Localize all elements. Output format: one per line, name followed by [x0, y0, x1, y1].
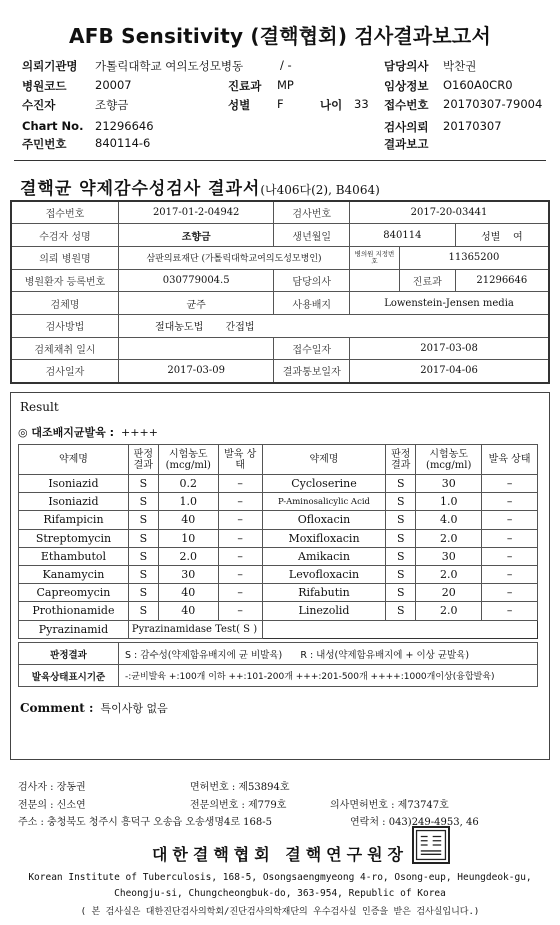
- culture-growth: [18, 424, 158, 440]
- doctor-value: 박찬권: [443, 59, 477, 73]
- table-row: [19, 665, 538, 687]
- table-row: [19, 529, 538, 547]
- r-definition: R : 내성(약제함유배지에 + 이상 균발육): [300, 649, 470, 661]
- report-title-text: 결핵균 약제감수성검사 결과서: [20, 179, 261, 199]
- drug-name: Cycloserine: [262, 475, 386, 493]
- pza-name: Pyrazinamid: [19, 620, 129, 638]
- table-cell: S: [386, 529, 416, 547]
- req-label: 검사의뢰: [384, 120, 429, 134]
- table-cell: 결과통보일자: [274, 360, 350, 383]
- table-cell: 11365200: [399, 246, 549, 269]
- table-cell: S: [128, 493, 158, 511]
- pza-value: Pyrazinamidase Test( S ): [128, 620, 262, 638]
- table-cell: –: [482, 475, 538, 493]
- table-cell: –: [482, 565, 538, 583]
- table-cell: –: [218, 475, 262, 493]
- address: 주소 : 충청북도 청주시 흥덕구 오송읍 오송생명4로 168-5: [18, 817, 273, 828]
- culture-value: ++++: [121, 426, 158, 439]
- hosp-code-value: 20007: [95, 78, 132, 92]
- patient-value: 조향금: [95, 98, 129, 112]
- table-row: [19, 547, 538, 565]
- col-header: 시험농도 (mcg/ml): [416, 445, 482, 475]
- table-cell: S: [386, 584, 416, 602]
- report-label: 결과보고: [384, 137, 429, 151]
- table-cell: S: [128, 565, 158, 583]
- table-cell: –: [482, 529, 538, 547]
- table-cell: –: [218, 565, 262, 583]
- table-cell: 1.0: [158, 493, 218, 511]
- drug-table: [18, 444, 538, 639]
- rrn-value: 840114-6: [95, 136, 151, 150]
- table-cell: S: [128, 511, 158, 529]
- table-row: [11, 360, 549, 383]
- table-cell: 2017-03-09: [118, 360, 274, 383]
- table-cell: 30: [416, 475, 482, 493]
- table-cell: –: [482, 584, 538, 602]
- col-header: 약제명: [262, 445, 386, 475]
- table-cell: 검체명: [11, 292, 118, 315]
- table-cell: Lowenstein-Jensen media: [350, 292, 549, 315]
- table-row: [19, 565, 538, 583]
- receipt-label: 접수번호: [384, 98, 429, 112]
- page-title: AFB Sensitivity (결핵협회) 검사결과보고서: [69, 24, 491, 48]
- s-definition: S : 감수성(약제함유배지에 균 비발육): [125, 649, 283, 661]
- table-cell: S: [386, 493, 416, 511]
- req-value: 20170307: [443, 119, 502, 133]
- table-cell: 병원환자 등록번호: [11, 269, 118, 292]
- table-cell: 2.0: [158, 547, 218, 565]
- table-cell: 30: [416, 547, 482, 565]
- judge-cell: [119, 643, 538, 665]
- criteria-text: -:균비발육 +:100개 이하 ++:101-200개 +++:201-500개 ++++:1000개이상(융합발육): [119, 665, 538, 687]
- receipt-value: 20170307-79004: [443, 97, 543, 111]
- table-cell: S: [128, 475, 158, 493]
- organization-name: 대한결핵협회 결핵연구원장: [151, 845, 409, 864]
- drug-name: Rifabutin: [262, 584, 386, 602]
- table-cell: 2017-04-06: [350, 360, 549, 383]
- chart-label: Chart No.: [22, 119, 84, 133]
- table-cell: S: [128, 547, 158, 565]
- sex-value: F: [277, 97, 284, 111]
- specialist: 전문의 : 신소연: [18, 800, 86, 811]
- col-header: 시험농도 (mcg/ml): [158, 445, 218, 475]
- table-row: [11, 337, 549, 360]
- method-2: 간접법: [225, 322, 255, 334]
- judge-label: 판정결과: [19, 643, 119, 665]
- table-cell: [118, 314, 549, 337]
- phone: 연락처 : 043)249-4953, 46: [350, 817, 479, 828]
- patient-label: 수진자: [22, 98, 56, 112]
- col-header: 판정 결과: [128, 445, 158, 475]
- dept-label: 진료과: [228, 79, 262, 93]
- table-row: [19, 643, 538, 665]
- table-cell: 진료과: [399, 269, 455, 292]
- table-cell: S: [386, 547, 416, 565]
- table-cell: –: [218, 493, 262, 511]
- table-cell: S: [386, 565, 416, 583]
- table-cell: 40: [158, 584, 218, 602]
- inst-value2: / -: [280, 58, 292, 72]
- table-cell: 2017-01-2-04942: [118, 201, 274, 224]
- clinical-value: O160A0CR0: [443, 78, 513, 92]
- divider: [14, 160, 546, 161]
- table-cell: –: [482, 547, 538, 565]
- drug-name: Moxifloxacin: [262, 529, 386, 547]
- hosp-code-label: 병원코드: [22, 79, 67, 93]
- drug-name: Streptomycin: [19, 529, 129, 547]
- drug-name: Rifampicin: [19, 511, 129, 529]
- doctor-label: 담당의사: [384, 59, 429, 73]
- table-cell: –: [482, 602, 538, 620]
- table-cell: S: [128, 602, 158, 620]
- clinical-label: 임상정보: [384, 79, 429, 93]
- table-cell: 담당의사: [274, 269, 350, 292]
- table-cell: 0.2: [158, 475, 218, 493]
- table-cell: 2017-03-08: [350, 337, 549, 360]
- certification-note: ( 본 검사실은 대한진단검사의학회/진단검사의학재단의 우수검사실 인증을 받은 검사실입니다.): [80, 907, 480, 917]
- drug-name: Amikacin: [262, 547, 386, 565]
- table-cell: 접수일자: [274, 337, 350, 360]
- table-cell: –: [218, 511, 262, 529]
- table-row: [19, 493, 538, 511]
- table-cell: 수검자 성명: [11, 224, 118, 247]
- table-cell: 접수번호: [11, 201, 118, 224]
- table-header-row: [19, 445, 538, 475]
- inst-label: 의뢰기관명: [22, 59, 78, 73]
- table-cell: –: [218, 547, 262, 565]
- table-cell: 2.0: [416, 529, 482, 547]
- table-cell: –: [218, 584, 262, 602]
- table-cell: –: [218, 602, 262, 620]
- table-row: [19, 584, 538, 602]
- table-cell: 생년월일: [274, 224, 350, 247]
- table-cell: 검사일자: [11, 360, 118, 383]
- result-label: Result: [20, 400, 59, 414]
- seal-icon: [414, 828, 448, 862]
- col-header: 판정 결과: [386, 445, 416, 475]
- table-cell: 사용배지: [274, 292, 350, 315]
- drug-name: Prothionamide: [19, 602, 129, 620]
- table-cell: 2017-20-03441: [350, 201, 549, 224]
- drug-name: Ethambutol: [19, 547, 129, 565]
- criteria-label: 발육상태표시기준: [19, 665, 119, 687]
- table-cell: 검체채취 일시: [11, 337, 118, 360]
- chart-value: 21296646: [95, 119, 154, 133]
- judgment-table: [18, 642, 538, 687]
- table-row: [11, 292, 549, 315]
- comment-label: Comment :: [20, 701, 94, 715]
- table-row: [19, 602, 538, 620]
- table-cell: S: [128, 584, 158, 602]
- col-header: 발육 상태: [218, 445, 262, 475]
- table-row: [11, 224, 549, 247]
- table-row: [19, 620, 538, 638]
- table-cell: [350, 269, 400, 292]
- table-cell: S: [128, 529, 158, 547]
- comment: [20, 700, 168, 716]
- table-cell: 40: [158, 511, 218, 529]
- report-subtitle: (나406다(2), B4064): [260, 183, 380, 197]
- drug-name: Linezolid: [262, 602, 386, 620]
- table-cell: 2.0: [416, 565, 482, 583]
- table-cell: 4.0: [416, 511, 482, 529]
- table-cell: 1.0: [416, 493, 482, 511]
- sex-value-cell: 여: [513, 231, 523, 243]
- table-cell: 21296646: [455, 269, 549, 292]
- table-cell: S: [386, 475, 416, 493]
- tester: 검사자 : 장동권: [18, 782, 86, 793]
- method-1: 절대농도법: [154, 322, 204, 334]
- table-cell: –: [482, 511, 538, 529]
- table-cell: 병의원 지정번호: [350, 246, 400, 269]
- report-title: [20, 174, 380, 199]
- table-cell: [118, 337, 274, 360]
- table-row: [11, 201, 549, 224]
- report-info-table: [10, 200, 550, 384]
- table-cell: 20: [416, 584, 482, 602]
- culture-label: ◎ 대조배지균발육 :: [18, 426, 115, 439]
- table-cell: 840114: [350, 224, 456, 247]
- table-cell: 조향금: [118, 224, 274, 247]
- tester-license: 면허번호 : 제53894호: [190, 782, 290, 793]
- table-cell: S: [386, 602, 416, 620]
- drug-name: Isoniazid: [19, 493, 129, 511]
- table-cell: 2.0: [416, 602, 482, 620]
- drug-name: Levofloxacin: [262, 565, 386, 583]
- table-row: [19, 511, 538, 529]
- table-cell: 40: [158, 602, 218, 620]
- table-cell: 검사방법: [11, 314, 118, 337]
- age-value: 33: [354, 97, 369, 111]
- table-cell: 030779004.5: [118, 269, 274, 292]
- english-address-1: Korean Institute of Tuberculosis, 168-5, Osongsaengmyeong 4-ro, Osong-eup, Heungdeok-gu,: [28, 872, 532, 883]
- official-seal-stamp: [412, 826, 450, 864]
- drug-name: Isoniazid: [19, 475, 129, 493]
- table-cell: 균주: [118, 292, 274, 315]
- comment-text: 특이사항 없음: [100, 702, 168, 715]
- table-cell: 의뢰 병원명: [11, 246, 118, 269]
- col-header: 약제명: [19, 445, 129, 475]
- table-row: [19, 475, 538, 493]
- sex-label-cell: 성별: [480, 231, 501, 243]
- table-cell: S: [386, 511, 416, 529]
- dept-value: MP: [277, 78, 294, 92]
- rrn-label: 주민번호: [22, 137, 67, 151]
- empty-cell: [262, 620, 537, 638]
- table-cell: –: [218, 529, 262, 547]
- col-header: 발육 상태: [482, 445, 538, 475]
- english-address-2: Cheongju-si, Chungcheongbuk-do, 363-954, Republic of Korea: [114, 888, 446, 899]
- drug-name: Ofloxacin: [262, 511, 386, 529]
- sex-label: 성별: [228, 98, 251, 112]
- table-cell: [455, 224, 549, 247]
- table-row: [11, 269, 549, 292]
- doctor-license: 의사면허번호 : 제73747호: [330, 800, 449, 811]
- table-cell: 10: [158, 529, 218, 547]
- drug-name: P-Aminosalicylic Acid: [262, 493, 386, 511]
- drug-name: Kanamycin: [19, 565, 129, 583]
- table-cell: 검사번호: [274, 201, 350, 224]
- inst-value: 가톨릭대학교 여의도성모병동: [95, 59, 244, 73]
- age-label: 나이: [320, 98, 343, 112]
- drug-name: Capreomycin: [19, 584, 129, 602]
- table-row: [11, 246, 549, 269]
- table-cell: 삼판의료재단 (가톨릭대학교여의도성모병인): [118, 246, 349, 269]
- table-cell: –: [482, 493, 538, 511]
- table-cell: 30: [158, 565, 218, 583]
- specialist-number: 전문의번호 : 제779호: [190, 800, 287, 811]
- table-row: [11, 314, 549, 337]
